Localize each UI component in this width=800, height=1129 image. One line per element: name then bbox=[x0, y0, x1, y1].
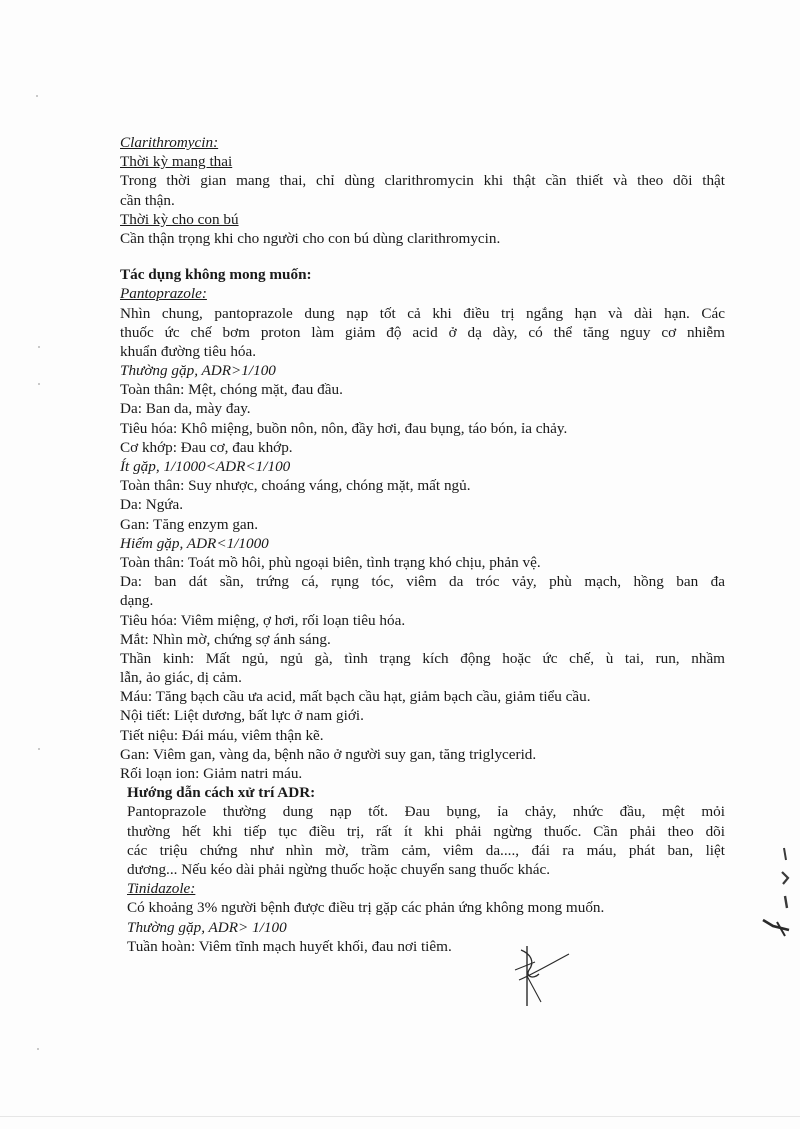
subsection-heading: Thời kỳ cho con bú bbox=[120, 210, 239, 228]
drug-subheading: Pantoprazole: bbox=[120, 285, 207, 303]
text-line: Da: ban dát sần, trứng cá, rụng tóc, viêm da tróc vảy, phù mạch, hồng ban đa bbox=[120, 573, 725, 591]
subsection-heading: Thời kỳ mang thai bbox=[120, 153, 233, 171]
text-line: Tiết niệu: Đái máu, viêm thận kẽ. bbox=[120, 726, 324, 744]
section-heading: Hướng dẫn cách xử trí ADR: bbox=[127, 784, 316, 802]
document-body bbox=[120, 133, 725, 956]
drug-subheading: Tinidazole: bbox=[127, 880, 196, 898]
text-line: khuẩn đường tiêu hóa. bbox=[120, 342, 257, 360]
text-line: lẫn, ảo giác, dị cảm. bbox=[120, 669, 242, 687]
scan-dot bbox=[36, 95, 38, 97]
text-line: Máu: Tăng bạch cầu ưa acid, mất bạch cầu hạt, giảm bạch cầu, giảm tiểu cầu. bbox=[120, 688, 591, 706]
scan-dot bbox=[38, 383, 40, 385]
text-line: Nhìn chung, pantoprazole dung nạp tốt cả khi điều trị ngắng hạn và dài hạn. Các bbox=[120, 304, 725, 322]
scan-dot bbox=[38, 346, 40, 348]
text-line: Nội tiết: Liệt dương, bất lực ở nam giới. bbox=[120, 707, 364, 725]
text-line: Tiêu hóa: Viêm miệng, ợ hơi, rối loạn tiêu hóa. bbox=[120, 611, 406, 629]
text-line: Trong thời gian mang thai, chỉ dùng clarithromycin khi thật cần thiết và theo dõi thật bbox=[120, 172, 725, 190]
text-line: Cần thận trọng khi cho người cho con bú dùng clarithromycin. bbox=[120, 229, 501, 247]
text-line: thường hết khi tiếp tục điều trị, rất ít khi phải ngừng thuốc. Cần phải theo dõi bbox=[127, 822, 725, 840]
text-line: Mắt: Nhìn mờ, chứng sợ ánh sáng. bbox=[120, 630, 331, 648]
scan-dot bbox=[37, 1048, 39, 1050]
text-line: Thần kinh: Mất ngủ, ngủ gà, tình trạng kích động hoặc ức chế, ù tai, run, nhầm bbox=[120, 649, 725, 667]
text-line: Tuần hoàn: Viêm tĩnh mạch huyết khối, đau nơi tiêm. bbox=[127, 937, 452, 955]
text-line: Toàn thân: Toát mồ hôi, phù ngoại biên, tình trạng khó chịu, phản vệ. bbox=[120, 553, 541, 571]
text-line: Gan: Viêm gan, vàng da, bệnh não ở người suy gan, tăng triglycerid. bbox=[120, 745, 537, 763]
text-line: các triệu chứng như nhìn mờ, trầm cảm, viêm da...., đái ra máu, phát ban, liệt bbox=[127, 841, 725, 859]
frequency-heading: Ít gặp, 1/1000<ADR<1/100 bbox=[120, 458, 291, 475]
text-line: Rối loạn ion: Giảm natri máu. bbox=[120, 765, 303, 782]
text-line: thuốc ức chế bơm proton làm giảm độ acid ở dạ dày, có thể tăng nguy cơ nhiễm bbox=[120, 323, 725, 341]
text-line: dương... Nếu kéo dài phải ngừng thuốc hoặc chuyển sang thuốc khác. bbox=[127, 860, 551, 878]
text-line: Tiêu hóa: Khô miệng, buồn nôn, nôn, đầy hơi, đau bụng, táo bón, ỉa chảy. bbox=[120, 419, 568, 437]
text-line: Gan: Tăng enzym gan. bbox=[120, 515, 259, 533]
drug-subheading: Clarithromycin: bbox=[120, 134, 219, 151]
text-line: cần thận. bbox=[120, 191, 175, 209]
section-heading: Tác dụng không mong muốn: bbox=[120, 266, 312, 284]
text-line: Có khoảng 3% người bệnh được điều trị gặp các phản ứng không mong muốn. bbox=[127, 899, 605, 917]
text-line: Toàn thân: Suy nhược, choáng váng, chóng mặt, mất ngủ. bbox=[120, 477, 471, 495]
frequency-heading: Thường gặp, ADR>1/100 bbox=[120, 362, 276, 380]
text-line: dạng. bbox=[120, 592, 154, 610]
text-line: Cơ khớp: Đau cơ, đau khớp. bbox=[120, 438, 293, 456]
frequency-heading: Thường gặp, ADR> 1/100 bbox=[127, 918, 287, 936]
text-line: Pantoprazole thường dung nạp tốt. Đau bụng, ỉa chảy, nhức đầu, mệt mỏi bbox=[127, 803, 725, 821]
frequency-heading: Hiếm gặp, ADR<1/1000 bbox=[120, 534, 269, 552]
page-bottom-edge bbox=[0, 1116, 800, 1117]
signature-mark bbox=[505, 940, 575, 1012]
text-line: Toàn thân: Mệt, chóng mặt, đau đầu. bbox=[120, 381, 343, 399]
text-line: Da: Ngứa. bbox=[120, 496, 184, 514]
text-line: Da: Ban da, mày đay. bbox=[120, 400, 251, 418]
paragraph-gap bbox=[120, 248, 725, 265]
scan-dot bbox=[38, 748, 40, 750]
scan-edge-mark bbox=[755, 838, 791, 942]
